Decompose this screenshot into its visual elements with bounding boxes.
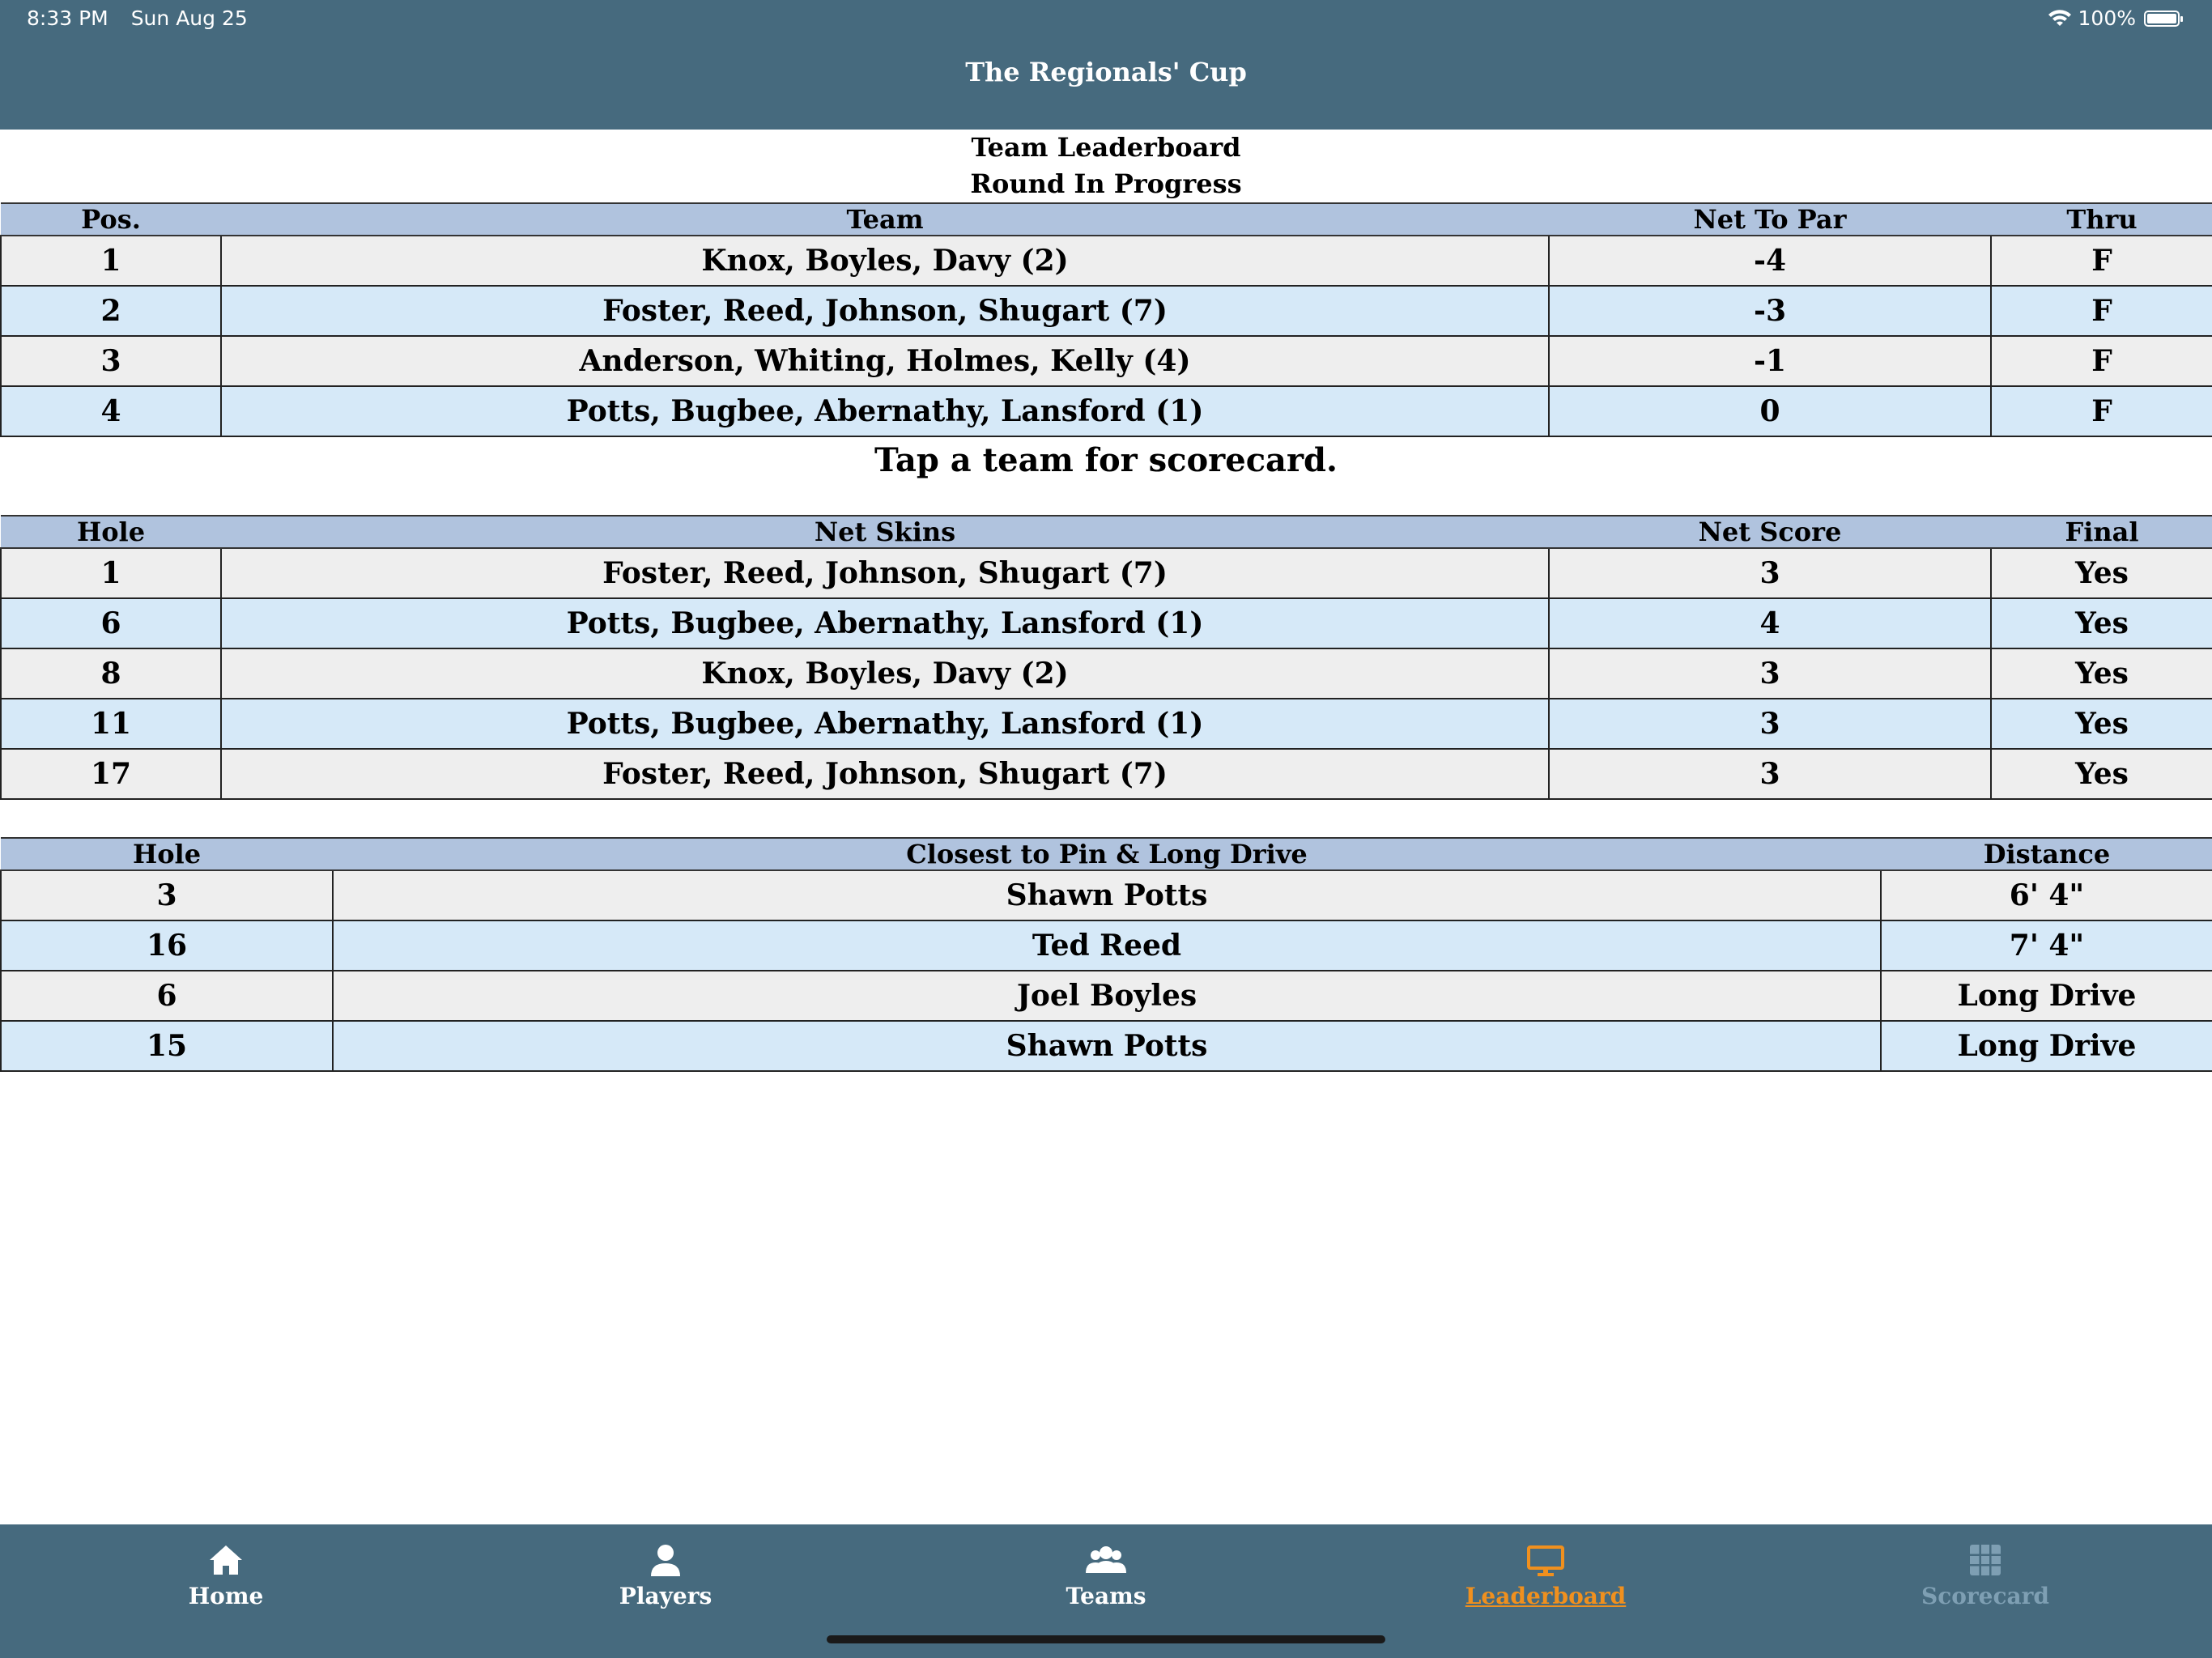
navigation-bar (0, 39, 2212, 130)
team-cell: Potts, Bugbee, Abernathy, Lansford (1) (221, 699, 1549, 749)
column-header-closest-to-pin: Closest to Pin & Long Drive (333, 838, 1881, 870)
team-cell: Potts, Bugbee, Abernathy, Lansford (1) (221, 386, 1549, 436)
tab-scorecard[interactable] (1880, 1541, 2091, 1609)
player-cell: Joel Boyles (333, 971, 1881, 1021)
thru-cell: F (1991, 336, 2212, 386)
net-to-par-cell: -3 (1549, 286, 1991, 336)
column-header-hole: Hole (1, 516, 221, 548)
team-cell: Foster, Reed, Johnson, Shugart (7) (221, 548, 1549, 598)
hole-cell: 8 (1, 648, 221, 699)
column-header-thru: Thru (1991, 203, 2212, 236)
team-row[interactable] (1, 336, 2212, 386)
player-cell: Shawn Potts (333, 1021, 1881, 1071)
player-icon (646, 1541, 685, 1579)
net-score-cell: 3 (1549, 699, 1991, 749)
net-score-cell: 3 (1549, 548, 1991, 598)
table-header-row (1, 203, 2212, 236)
column-header-final: Final (1991, 516, 2212, 548)
tab-label: Scorecard (1921, 1583, 2050, 1609)
monitor-icon (1526, 1541, 1565, 1579)
position-cell: 4 (1, 386, 221, 436)
position-cell: 1 (1, 236, 221, 286)
thru-cell: F (1991, 236, 2212, 286)
team-cell: Foster, Reed, Johnson, Shugart (7) (221, 286, 1549, 336)
battery-percent: 100% (2078, 6, 2136, 30)
column-header-team: Team (221, 203, 1549, 236)
net-to-par-cell: -4 (1549, 236, 1991, 286)
column-header-distance: Distance (1881, 838, 2212, 870)
table-row (1, 1021, 2212, 1071)
hole-cell: 6 (1, 598, 221, 648)
hole-cell: 3 (1, 870, 333, 920)
thru-cell: F (1991, 386, 2212, 436)
position-cell: 2 (1, 286, 221, 336)
team-cell: Potts, Bugbee, Abernathy, Lansford (1) (221, 598, 1549, 648)
table-row (1, 699, 2212, 749)
table-row (1, 598, 2212, 648)
tab-teams[interactable] (1001, 1541, 1211, 1609)
page-title: The Regionals' Cup (965, 57, 1247, 87)
distance-cell: Long Drive (1881, 1021, 2212, 1071)
hole-cell: 17 (1, 749, 221, 799)
final-cell: Yes (1991, 548, 2212, 598)
scorecard-hint: Tap a team for scorecard. (874, 441, 1338, 479)
closest-to-pin-table (0, 837, 2212, 1072)
column-header-net-skins: Net Skins (221, 516, 1549, 548)
hole-cell: 1 (1, 548, 221, 598)
table-header-row (1, 838, 2212, 870)
hole-cell: 6 (1, 971, 333, 1021)
team-cell: Knox, Boyles, Davy (2) (221, 236, 1549, 286)
final-cell: Yes (1991, 699, 2212, 749)
table-row (1, 920, 2212, 971)
table-row (1, 548, 2212, 598)
grid-icon (1966, 1541, 2005, 1579)
distance-cell: Long Drive (1881, 971, 2212, 1021)
tab-label: Teams (1066, 1583, 1146, 1609)
home-icon (206, 1541, 245, 1579)
tab-label: Leaderboard (1465, 1583, 1627, 1609)
team-row[interactable] (1, 236, 2212, 286)
status-bar (0, 0, 2212, 39)
hole-cell: 15 (1, 1021, 333, 1071)
wifi-icon (2048, 10, 2072, 28)
final-cell: Yes (1991, 749, 2212, 799)
column-header-net-score: Net Score (1549, 516, 1991, 548)
net-skins-table (0, 515, 2212, 800)
tab-home[interactable] (121, 1541, 331, 1609)
tab-label: Players (619, 1583, 713, 1609)
table-header-row (1, 516, 2212, 548)
teams-icon (1083, 1541, 1129, 1579)
column-header-pos: Pos. (1, 203, 221, 236)
net-to-par-cell: -1 (1549, 336, 1991, 386)
player-cell: Ted Reed (333, 920, 1881, 971)
table-row (1, 749, 2212, 799)
leaderboard-subtitle: Round In Progress (970, 168, 1242, 199)
leaderboard-title: Team Leaderboard (971, 132, 1241, 163)
status-date: Sun Aug 25 (130, 6, 248, 30)
home-indicator[interactable] (827, 1635, 1385, 1643)
net-score-cell: 4 (1549, 598, 1991, 648)
net-score-cell: 3 (1549, 648, 1991, 699)
column-header-hole: Hole (1, 838, 333, 870)
tab-leaderboard[interactable] (1440, 1541, 1651, 1609)
column-header-net-to-par: Net To Par (1549, 203, 1991, 236)
final-cell: Yes (1991, 598, 2212, 648)
status-time: 8:33 PM (27, 6, 108, 30)
distance-cell: 7' 4" (1881, 920, 2212, 971)
team-row[interactable] (1, 286, 2212, 336)
table-row (1, 648, 2212, 699)
battery-icon (2144, 11, 2180, 27)
hole-cell: 16 (1, 920, 333, 971)
thru-cell: F (1991, 286, 2212, 336)
team-cell: Foster, Reed, Johnson, Shugart (7) (221, 749, 1549, 799)
position-cell: 3 (1, 336, 221, 386)
player-cell: Shawn Potts (333, 870, 1881, 920)
final-cell: Yes (1991, 648, 2212, 699)
table-row (1, 870, 2212, 920)
hole-cell: 11 (1, 699, 221, 749)
tab-players[interactable] (560, 1541, 771, 1609)
table-row (1, 971, 2212, 1021)
net-score-cell: 3 (1549, 749, 1991, 799)
net-to-par-cell: 0 (1549, 386, 1991, 436)
team-cell: Knox, Boyles, Davy (2) (221, 648, 1549, 699)
team-cell: Anderson, Whiting, Holmes, Kelly (4) (221, 336, 1549, 386)
team-leaderboard-table (0, 202, 2212, 437)
tab-label: Home (188, 1583, 264, 1609)
distance-cell: 6' 4" (1881, 870, 2212, 920)
team-row[interactable] (1, 386, 2212, 436)
